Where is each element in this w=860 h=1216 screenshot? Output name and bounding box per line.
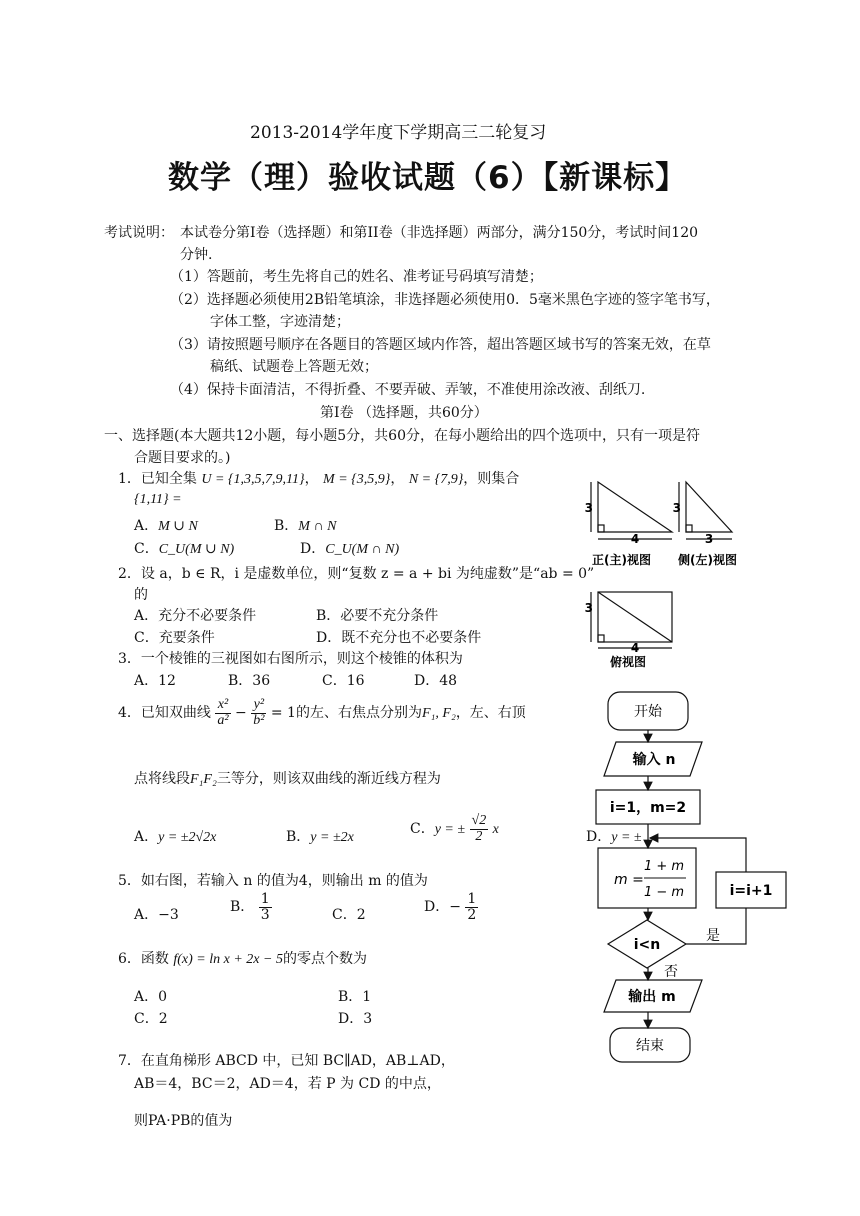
question-text-cont: ，左、右顶 <box>455 705 526 722</box>
option-a <box>134 515 198 535</box>
segment: F₁F₂ <box>190 772 217 787</box>
question-4-stem-cont <box>134 768 441 788</box>
instruction-item-2: （2）选择题必须使用2B铅笔填涂，非选择题必须使用0．5毫米黑色字迹的签字笔书写， <box>170 292 720 308</box>
numerator: 1 <box>260 891 270 907</box>
flow-assign-lhs: m = <box>614 872 644 888</box>
section-heading: 第I卷 （选择题，共60分） <box>320 405 488 421</box>
denominator: 3 <box>260 906 270 923</box>
function-expression: f(x) = ln x + 2x − 5 <box>173 952 283 967</box>
exam-title: 数学（理）验收试题（6）【新课标】 <box>168 160 688 196</box>
flow-yes-label: 是 <box>706 928 720 944</box>
instruction-item-3: （3）请按照题号顺序在各题目的答题区域内作答，超出答题区域书写的答案无效，在草 <box>170 337 711 353</box>
instructions-label: 考试说明： <box>104 225 174 241</box>
question-number: 6． <box>118 951 141 967</box>
option-d <box>300 538 399 558</box>
question-number: 5． <box>118 873 141 889</box>
option-value: M ∩ N <box>298 519 337 534</box>
fraction <box>465 892 478 922</box>
option-value: y = ±2x <box>310 830 354 845</box>
option-b: B．1 <box>338 989 372 1005</box>
instruction-item-2-cont: 字体工整，字迹清楚； <box>210 314 350 330</box>
option-b: B．36 <box>228 673 271 689</box>
option-b <box>274 515 336 535</box>
option-a: A．12 <box>134 673 176 689</box>
question-3-stem <box>118 648 463 668</box>
fraction-sqrt2-2 <box>470 814 489 844</box>
option-value: y = ±2√2x <box>158 830 217 845</box>
option-d <box>424 892 478 922</box>
option-c: C．16 <box>322 673 365 689</box>
exam-title-line1: 2013-2014学年度下学期高三二轮复习 <box>250 123 547 143</box>
flow-output-label: 输出 m <box>628 989 676 1005</box>
option-a <box>134 826 216 846</box>
instructions-intro-cont: 分钟. <box>180 247 213 263</box>
set-u: U = {1,3,5,7,9,11} <box>201 472 305 487</box>
right-angle-mark <box>598 525 604 532</box>
option-c <box>134 538 234 558</box>
option-label: C． <box>410 821 435 838</box>
option-label: B． <box>286 829 311 845</box>
fraction-x2-a2 <box>215 698 230 728</box>
flowchart <box>588 688 788 1068</box>
side-view-label: 侧(左)视图 <box>678 553 737 567</box>
question-text-cont: 的左、右焦点分别为 <box>295 705 422 722</box>
option-label: C． <box>134 541 159 557</box>
question-number: 7． <box>118 1053 141 1069</box>
numerator: √2 <box>471 813 487 828</box>
option-label: B． <box>274 518 299 534</box>
option-value: C_U(M ∪ N) <box>158 542 235 557</box>
flow-increment-label: i=i+1 <box>729 883 773 899</box>
top-view-diagonal <box>598 592 672 642</box>
option-label: A． <box>134 829 159 845</box>
question-text: 三等分，则该双曲线的渐近线方程为 <box>216 771 441 787</box>
right-angle-mark <box>598 635 604 642</box>
question-text: 如右图，若输入 n 的值为4，则输出 m 的值为 <box>140 873 428 889</box>
option-c: C．2 <box>332 907 366 923</box>
section-intro-cont: 合题目要求的。) <box>134 450 231 466</box>
option-a: A．充分不必要条件 <box>134 608 257 624</box>
option-value: M ∪ N <box>158 519 198 534</box>
denominator: 2 <box>475 828 483 844</box>
flow-no-label: 否 <box>664 964 678 980</box>
set-n: N = {7,9} <box>408 472 464 487</box>
option-d: D．48 <box>414 673 458 689</box>
fraction <box>259 892 272 922</box>
option-c: C．充要条件 <box>134 630 215 646</box>
minus-sign: − <box>235 705 247 722</box>
option-label: D． <box>300 541 326 557</box>
question-5-stem <box>118 870 428 890</box>
question-text: 已知全集 <box>140 471 197 487</box>
foci: F₁, F₂ <box>421 706 456 722</box>
denominator: a² <box>217 712 229 728</box>
question-text-cont: 的零点个数为 <box>282 951 367 967</box>
option-label: A． <box>134 518 159 534</box>
numerator: x² <box>215 698 230 714</box>
option-b <box>286 826 354 846</box>
front-view-label: 正(主)视图 <box>592 553 651 567</box>
instruction-item-3-cont: 稿纸、试题卷上答题无效； <box>210 359 378 375</box>
question-text: 一个棱锥的三视图如右图所示，则这个棱锥的体积为 <box>140 651 463 667</box>
question-2-stem <box>118 563 594 583</box>
flow-start-label: 开始 <box>634 704 662 720</box>
three-view-figure <box>586 476 758 668</box>
denominator: b² <box>253 712 265 728</box>
option-b: B．必要不充分条件 <box>316 608 439 624</box>
front-view <box>598 482 672 532</box>
question-number: 4． <box>118 705 141 722</box>
flow-end-label: 结束 <box>636 1038 664 1054</box>
top-base-label: 4 <box>630 641 640 655</box>
question-1-stem: 1．已知全集 U = {1,3,5,7,9,11}， M = {3,5,9}， N = {7,9}，则集合 <box>118 471 520 487</box>
option-c: C．2 <box>134 1011 168 1027</box>
question-text-cont: ，则集合 <box>463 471 520 487</box>
option-a: A．0 <box>134 989 168 1005</box>
flow-assign-numerator: 1 + m <box>643 859 685 874</box>
top-height-label: 3 <box>584 601 593 615</box>
side-height-label: 3 <box>672 501 681 515</box>
option-d: D．3 <box>338 1011 373 1027</box>
option-c <box>410 814 499 844</box>
denominator: 2 <box>467 906 477 923</box>
question-number: 2． <box>118 566 141 582</box>
question-2-stem-cont: 的 <box>134 587 148 603</box>
question-7-stem-cont: AB＝4，BC＝2，AD＝4，若 P 为 CD 的中点， <box>134 1076 441 1092</box>
option-value: y = ± <box>611 830 642 845</box>
side-view <box>686 482 732 532</box>
numerator: y² <box>251 698 266 714</box>
flow-assign-denominator: 1 − m <box>643 885 685 900</box>
flow-condition-label: i<n <box>633 937 661 953</box>
question-text: 点将线段 <box>134 771 190 787</box>
front-base-label: 4 <box>630 532 640 546</box>
option-value: C_U(M ∩ N) <box>325 542 400 557</box>
question-text: 在直角梯形 ABCD 中，已知 BC∥AD，AB⊥AD， <box>140 1053 455 1069</box>
option-value: y = ± <box>434 822 466 838</box>
question-7-stem <box>118 1050 455 1070</box>
question-number: 1． <box>118 471 141 487</box>
side-base-label: 3 <box>704 532 714 546</box>
instructions-intro: 本试卷分第I卷（选择题）和第II卷（非选择题）两部分，满分150分，考试时间120 <box>180 225 699 241</box>
question-4-stem <box>118 698 526 728</box>
section-intro: 一、选择题(本大题共12小题，每小题5分，共60分，在每小题给出的四个选项中，只有一项是符 <box>104 428 700 444</box>
option-b <box>230 892 272 922</box>
set-m: M = {3,5,9} <box>323 472 391 487</box>
question-1-target: {1,11} = <box>134 492 182 507</box>
instruction-item-4: （4）保持卡面清洁，不得折叠、不要弄破、弄皱，不准使用涂改液、刮纸刀. <box>170 382 646 398</box>
equals-one: = 1 <box>270 705 296 722</box>
question-text: 函数 <box>140 951 169 967</box>
instruction-item-1: （1）答题前，考生先将自己的姓名、准考证号码填写清楚； <box>170 269 543 285</box>
option-label: D．− <box>424 899 461 916</box>
option-a: A．−3 <box>134 907 179 923</box>
question-7-stem-cont: 则PA·PB的值为 <box>134 1113 233 1129</box>
option-d: D．既不充分也不必要条件 <box>316 630 482 646</box>
numerator: 1 <box>467 891 477 907</box>
front-height-label: 3 <box>584 501 593 515</box>
flow-init-label: i=1，m=2 <box>609 800 687 816</box>
question-6-stem <box>118 948 367 968</box>
option-label: D． <box>586 829 612 845</box>
top-view-label: 俯视图 <box>610 655 647 669</box>
fraction-y2-b2 <box>251 698 266 728</box>
flow-input-label: 输入 n <box>632 752 676 768</box>
option-label: B． <box>230 899 255 916</box>
question-text: 设 a，b ∈ R，i 是虚数单位，则“复数 z = a + bi 为纯虚数”是“ab = 0” <box>140 566 595 582</box>
option-value-cont: x <box>492 822 499 838</box>
question-number: 3． <box>118 651 141 667</box>
right-angle-mark <box>686 525 692 532</box>
question-text: 已知双曲线 <box>140 705 211 722</box>
